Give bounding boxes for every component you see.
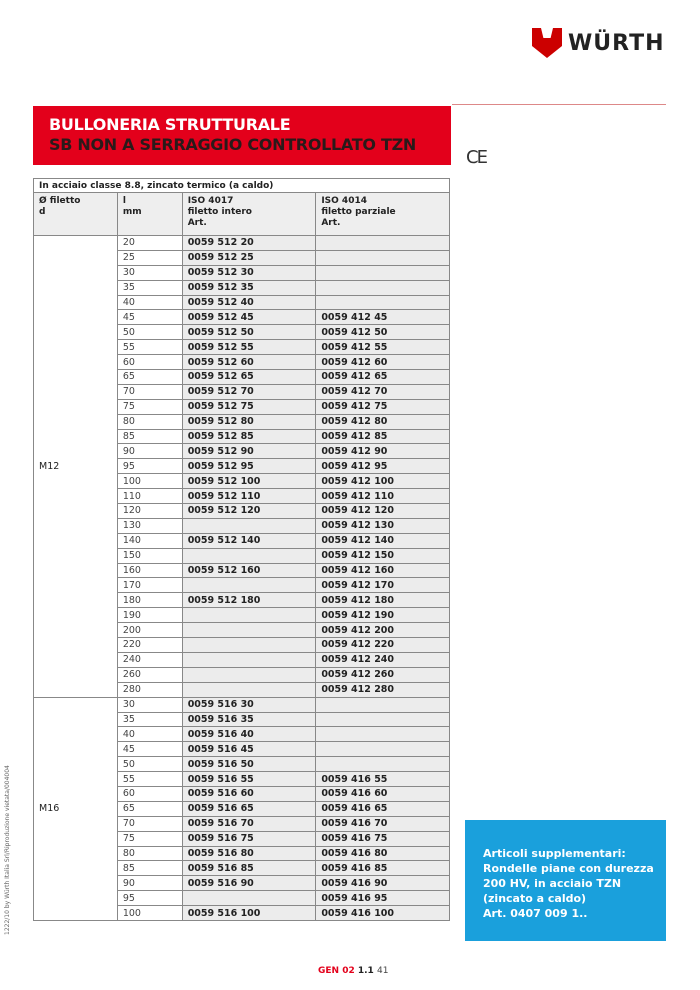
- iso4017-art-cell: [182, 608, 316, 623]
- iso4017-art-cell: 0059 512 50: [182, 325, 316, 340]
- header-iso4017: [182, 193, 316, 236]
- iso4014-art-cell: [316, 697, 450, 712]
- length-cell: 55: [117, 772, 182, 787]
- length-cell: 30: [117, 265, 182, 280]
- length-cell: 120: [117, 504, 182, 519]
- iso4017-art-cell: 0059 512 35: [182, 280, 316, 295]
- iso4017-art-cell: 0059 512 100: [182, 474, 316, 489]
- length-cell: 35: [117, 280, 182, 295]
- iso4014-art-cell: 0059 412 200: [316, 623, 450, 638]
- diameter-cell: M16: [34, 697, 118, 920]
- iso4014-art-cell: 0059 412 130: [316, 518, 450, 533]
- iso4014-art-cell: 0059 412 170: [316, 578, 450, 593]
- iso4014-art-cell: 0059 412 220: [316, 638, 450, 653]
- length-cell: 190: [117, 608, 182, 623]
- length-cell: 160: [117, 563, 182, 578]
- iso4014-art-cell: 0059 412 65: [316, 370, 450, 385]
- table-header-row: [34, 193, 450, 236]
- iso4014-art-cell: 0059 412 110: [316, 489, 450, 504]
- iso4017-art-cell: [182, 578, 316, 593]
- iso4017-art-cell: 0059 512 40: [182, 295, 316, 310]
- page-subtitle: SB NON A SERRAGGIO CONTROLLATO TZN: [49, 135, 416, 154]
- length-cell: 50: [117, 325, 182, 340]
- iso4014-art-cell: 0059 416 55: [316, 772, 450, 787]
- length-cell: 20: [117, 236, 182, 251]
- iso4017-art-cell: 0059 512 30: [182, 265, 316, 280]
- iso4014-art-cell: 0059 416 75: [316, 831, 450, 846]
- iso4014-art-cell: 0059 416 85: [316, 861, 450, 876]
- iso4014-art-cell: [316, 265, 450, 280]
- iso4017-art-cell: [182, 623, 316, 638]
- header-text: filetto parziale: [321, 207, 396, 217]
- iso4017-art-cell: 0059 512 120: [182, 504, 316, 519]
- iso4017-art-cell: 0059 516 55: [182, 772, 316, 787]
- header-text: Ø filetto: [39, 196, 81, 206]
- iso4017-art-cell: 0059 516 50: [182, 757, 316, 772]
- iso4014-art-cell: 0059 412 60: [316, 355, 450, 370]
- length-cell: 65: [117, 801, 182, 816]
- length-cell: 260: [117, 667, 182, 682]
- iso4014-art-cell: 0059 412 70: [316, 384, 450, 399]
- table-row: [34, 236, 450, 251]
- iso4017-art-cell: 0059 516 60: [182, 786, 316, 801]
- header-text: Art.: [321, 218, 341, 228]
- iso4014-art-cell: 0059 412 90: [316, 444, 450, 459]
- length-cell: 30: [117, 697, 182, 712]
- diameter-cell: M12: [34, 236, 118, 698]
- length-cell: 65: [117, 370, 182, 385]
- product-table: [33, 178, 450, 921]
- page-title: BULLONERIA STRUTTURALE: [49, 115, 291, 134]
- iso4017-art-cell: 0059 516 80: [182, 846, 316, 861]
- length-cell: 95: [117, 459, 182, 474]
- iso4014-art-cell: [316, 250, 450, 265]
- length-cell: 75: [117, 831, 182, 846]
- length-cell: 45: [117, 310, 182, 325]
- page-footer: [318, 966, 388, 976]
- title-banner: [33, 106, 451, 165]
- header-text: l: [122, 196, 126, 206]
- header-length: [117, 193, 182, 236]
- iso4014-art-cell: 0059 416 70: [316, 816, 450, 831]
- supplementary-info-box: [465, 820, 666, 941]
- iso4014-art-cell: 0059 416 90: [316, 876, 450, 891]
- iso4017-art-cell: 0059 516 75: [182, 831, 316, 846]
- iso4017-art-cell: [182, 548, 316, 563]
- iso4014-art-cell: [316, 236, 450, 251]
- header-rule: [452, 104, 666, 105]
- iso4014-art-cell: 0059 412 160: [316, 563, 450, 578]
- wurth-shield-icon: [532, 28, 562, 58]
- ce-mark-icon: CE: [466, 147, 486, 168]
- length-cell: 100: [117, 906, 182, 921]
- iso4017-art-cell: [182, 518, 316, 533]
- iso4014-art-cell: 0059 416 65: [316, 801, 450, 816]
- length-cell: 280: [117, 682, 182, 697]
- iso4017-art-cell: [182, 682, 316, 697]
- iso4017-art-cell: 0059 512 95: [182, 459, 316, 474]
- iso4017-art-cell: 0059 512 180: [182, 593, 316, 608]
- length-cell: 90: [117, 876, 182, 891]
- length-cell: 85: [117, 429, 182, 444]
- brand-name: WÜRTH: [568, 30, 665, 56]
- info-line: 200 HV, in acciaio TZN: [483, 877, 622, 890]
- iso4017-art-cell: 0059 512 90: [182, 444, 316, 459]
- info-line: Rondelle piane con durezza: [483, 862, 654, 875]
- iso4014-art-cell: 0059 412 140: [316, 533, 450, 548]
- length-cell: 100: [117, 474, 182, 489]
- info-line: Art. 0407 009 1..: [483, 907, 588, 920]
- iso4017-art-cell: 0059 516 65: [182, 801, 316, 816]
- iso4017-art-cell: 0059 512 60: [182, 355, 316, 370]
- iso4017-art-cell: 0059 512 85: [182, 429, 316, 444]
- iso4017-art-cell: 0059 512 65: [182, 370, 316, 385]
- length-cell: 70: [117, 816, 182, 831]
- iso4017-art-cell: [182, 891, 316, 906]
- table-caption: In acciaio classe 8.8, zincato termico (a caldo): [34, 179, 450, 193]
- length-cell: 220: [117, 638, 182, 653]
- iso4014-art-cell: 0059 412 180: [316, 593, 450, 608]
- iso4014-art-cell: [316, 742, 450, 757]
- length-cell: 200: [117, 623, 182, 638]
- iso4017-art-cell: 0059 516 85: [182, 861, 316, 876]
- length-cell: 60: [117, 786, 182, 801]
- iso4014-art-cell: 0059 412 55: [316, 340, 450, 355]
- length-cell: 85: [117, 861, 182, 876]
- iso4014-art-cell: [316, 280, 450, 295]
- info-line: (zincato a caldo): [483, 892, 587, 905]
- header-text: d: [39, 207, 46, 217]
- header-text: ISO 4017: [187, 196, 234, 206]
- header-text: filetto intero: [187, 207, 252, 217]
- length-cell: 35: [117, 712, 182, 727]
- iso4014-art-cell: 0059 412 100: [316, 474, 450, 489]
- copyright-note: 1222/10 by Würth Italia Srl/Riproduzione vietata/004004: [4, 765, 11, 935]
- iso4014-art-cell: 0059 412 120: [316, 504, 450, 519]
- iso4014-art-cell: 0059 412 85: [316, 429, 450, 444]
- iso4017-art-cell: 0059 516 100: [182, 906, 316, 921]
- length-cell: 95: [117, 891, 182, 906]
- table-row: [34, 697, 450, 712]
- length-cell: 55: [117, 340, 182, 355]
- length-cell: 75: [117, 399, 182, 414]
- iso4014-art-cell: [316, 295, 450, 310]
- iso4017-art-cell: 0059 512 25: [182, 250, 316, 265]
- length-cell: 240: [117, 652, 182, 667]
- iso4014-art-cell: 0059 416 100: [316, 906, 450, 921]
- header-text: ISO 4014: [321, 196, 367, 206]
- iso4017-art-cell: 0059 516 40: [182, 727, 316, 742]
- iso4014-art-cell: 0059 416 60: [316, 786, 450, 801]
- iso4014-art-cell: 0059 412 80: [316, 414, 450, 429]
- info-line: Articoli supplementari:: [483, 847, 626, 860]
- iso4017-art-cell: 0059 512 20: [182, 236, 316, 251]
- iso4017-art-cell: [182, 638, 316, 653]
- iso4014-art-cell: 0059 412 240: [316, 652, 450, 667]
- iso4017-art-cell: 0059 512 140: [182, 533, 316, 548]
- iso4017-art-cell: 0059 512 160: [182, 563, 316, 578]
- iso4014-art-cell: 0059 416 80: [316, 846, 450, 861]
- iso4014-art-cell: [316, 712, 450, 727]
- iso4014-art-cell: 0059 416 95: [316, 891, 450, 906]
- length-cell: 80: [117, 846, 182, 861]
- iso4017-art-cell: 0059 516 70: [182, 816, 316, 831]
- iso4017-art-cell: 0059 512 75: [182, 399, 316, 414]
- iso4014-art-cell: [316, 757, 450, 772]
- footer-section: GEN 02: [318, 966, 355, 976]
- iso4017-art-cell: 0059 512 80: [182, 414, 316, 429]
- header-iso4014: [316, 193, 450, 236]
- length-cell: 90: [117, 444, 182, 459]
- length-cell: 140: [117, 533, 182, 548]
- iso4014-art-cell: 0059 412 95: [316, 459, 450, 474]
- length-cell: 25: [117, 250, 182, 265]
- length-cell: 70: [117, 384, 182, 399]
- iso4017-art-cell: 0059 512 55: [182, 340, 316, 355]
- iso4014-art-cell: 0059 412 260: [316, 667, 450, 682]
- length-cell: 40: [117, 295, 182, 310]
- iso4014-art-cell: 0059 412 150: [316, 548, 450, 563]
- wurth-logo: [532, 28, 665, 58]
- iso4017-art-cell: [182, 667, 316, 682]
- iso4014-art-cell: 0059 412 190: [316, 608, 450, 623]
- iso4017-art-cell: 0059 516 35: [182, 712, 316, 727]
- footer-chapter: 1.1: [357, 966, 374, 976]
- iso4014-art-cell: 0059 412 280: [316, 682, 450, 697]
- length-cell: 80: [117, 414, 182, 429]
- iso4017-art-cell: 0059 516 30: [182, 697, 316, 712]
- iso4017-art-cell: 0059 516 45: [182, 742, 316, 757]
- iso4014-art-cell: 0059 412 45: [316, 310, 450, 325]
- iso4014-art-cell: [316, 727, 450, 742]
- length-cell: 170: [117, 578, 182, 593]
- length-cell: 45: [117, 742, 182, 757]
- length-cell: 110: [117, 489, 182, 504]
- iso4014-art-cell: 0059 412 75: [316, 399, 450, 414]
- iso4017-art-cell: 0059 512 70: [182, 384, 316, 399]
- header-text: mm: [122, 207, 142, 217]
- length-cell: 180: [117, 593, 182, 608]
- length-cell: 40: [117, 727, 182, 742]
- length-cell: 130: [117, 518, 182, 533]
- header-diameter: [34, 193, 118, 236]
- iso4014-art-cell: 0059 412 50: [316, 325, 450, 340]
- page-number: 41: [376, 966, 389, 976]
- length-cell: 60: [117, 355, 182, 370]
- iso4017-art-cell: 0059 516 90: [182, 876, 316, 891]
- length-cell: 150: [117, 548, 182, 563]
- header-text: Art.: [187, 218, 207, 228]
- length-cell: 50: [117, 757, 182, 772]
- iso4017-art-cell: 0059 512 110: [182, 489, 316, 504]
- iso4017-art-cell: [182, 652, 316, 667]
- iso4017-art-cell: 0059 512 45: [182, 310, 316, 325]
